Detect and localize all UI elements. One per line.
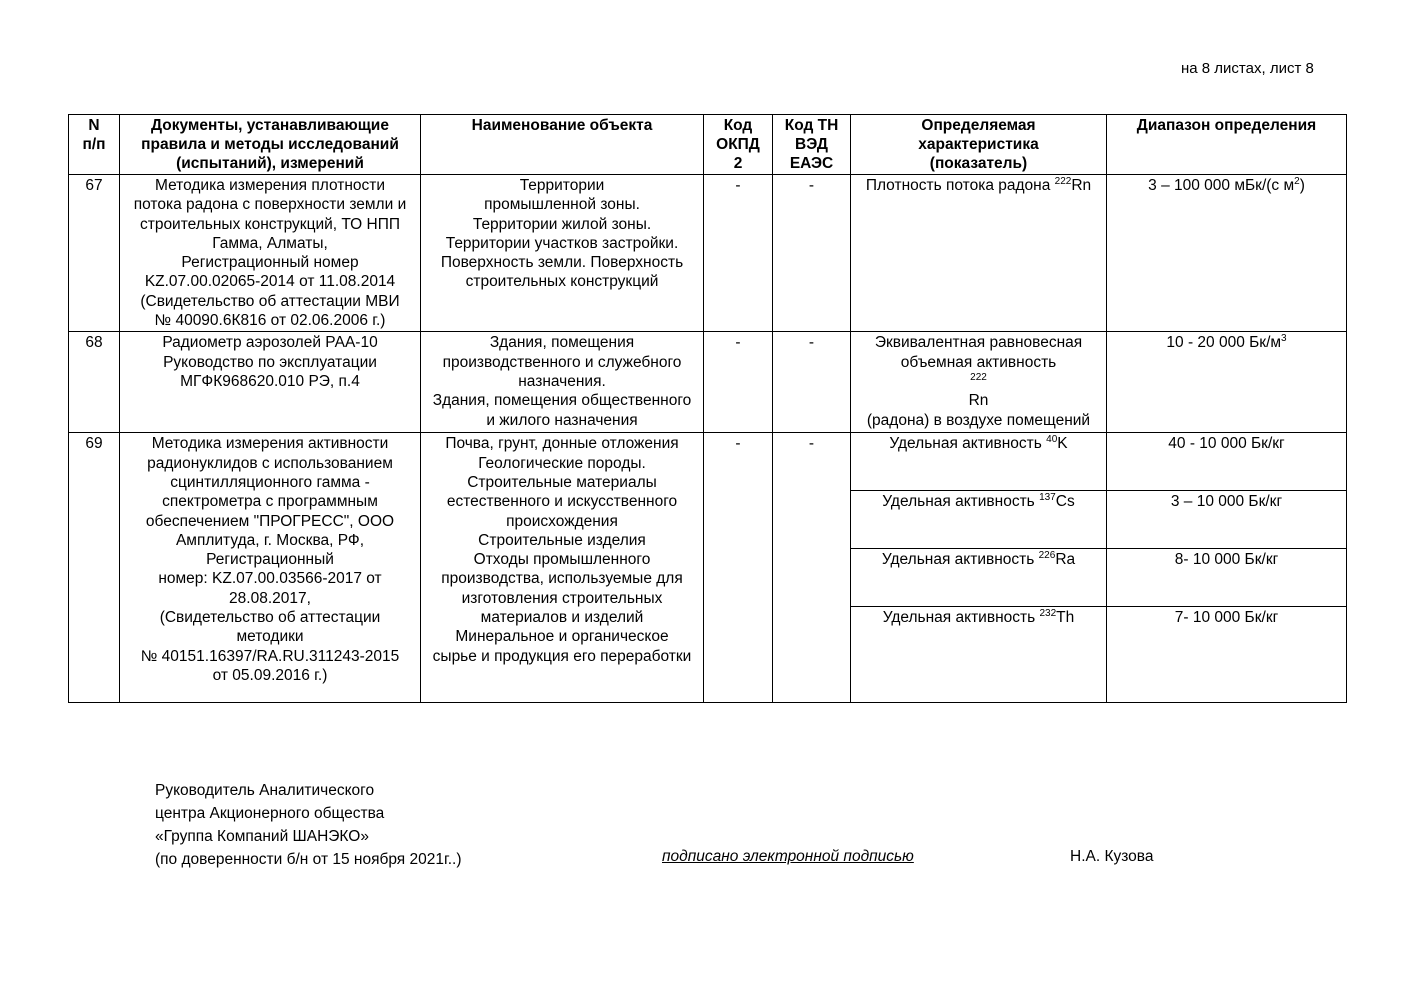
table-row xyxy=(69,332,1347,433)
row-characteristic: Эквивалентная равновесная объемная активность $^{222}$ Rn (радона) в воздухе помещений xyxy=(851,332,1107,433)
header-row xyxy=(69,115,1347,175)
row-object: Территории промышленной зоны. Территории жилой зоны. Территории участков застройки. Поверхность земли. Поверхность строительных конструкций xyxy=(421,175,704,332)
row-range: 40 - 10 000 Бк/кг xyxy=(1107,433,1347,491)
row-characteristic: Удельная активность $^{137}$Cs xyxy=(851,491,1107,549)
row-docs: Методика измерения активности радионуклидов с использованием сцинтилляционного гамма - спектрометра с программным обеспечением "ПРОГРЕСС", ООО Амплитуда, г. Москва, РФ, Регистрационный номер: KZ.07.00.03566-2017 от 28.08.2017, (Свидетельство об аттестации методики № 40151.16397/RA.RU.311243-2015 от 05.09.2016 г.) xyxy=(120,433,421,703)
row-number: 67 xyxy=(69,175,120,332)
row-range: 3 – 100 000 мБк/(с $м^2$) xyxy=(1107,175,1347,332)
row-range: 8- 10 000 Бк/кг xyxy=(1107,549,1347,607)
header-object: Наименование объекта xyxy=(421,115,704,175)
row-characteristic: Удельная активность $^{226}$Ra xyxy=(851,549,1107,607)
header-range: Диапазон определения xyxy=(1107,115,1347,175)
header-num: N п/п xyxy=(69,115,120,175)
electronic-signature-note: подписано электронной подписью xyxy=(662,848,914,865)
row-docs: Методика измерения плотности потока радона с поверхности земли и строительных конструкций, ТО НПП Гамма, Алматы, Регистрационный номер KZ.07.00.02065-2014 от 11.08.2014 (Свидетельство об аттестации МВИ № 40090.6К816 от 02.06.2006 г.) xyxy=(120,175,421,332)
header-okpd: Код ОКПД 2 xyxy=(704,115,773,175)
row-characteristic: Удельная активность $^{232}$Th xyxy=(851,607,1107,703)
row-object: Здания, помещения производственного и служебного назначения. Здания, помещения общественного и жилого назначения xyxy=(421,332,704,433)
table-row xyxy=(69,433,1347,491)
table-row xyxy=(69,175,1347,332)
row-tnved: - xyxy=(773,175,851,332)
row-range: 3 – 10 000 Бк/кг xyxy=(1107,491,1347,549)
row-range: 7- 10 000 Бк/кг xyxy=(1107,607,1347,703)
signatory-position: Руководитель Аналитического центра Акционерного общества «Группа Компаний ШАНЭКО» (по доверенности б/н от 15 ноября 2021г..) xyxy=(155,782,462,868)
signatory-name: Н.А. Кузова xyxy=(1070,848,1154,865)
row-number: 69 xyxy=(69,433,120,703)
row-okpd: - xyxy=(704,332,773,433)
row-okpd: - xyxy=(704,433,773,703)
accreditation-table xyxy=(68,114,1347,703)
header-tnved: Код ТН ВЭД ЕАЭС xyxy=(773,115,851,175)
row-okpd: - xyxy=(704,175,773,332)
row-range: 10 - 20 000 $Бк/м^3$ xyxy=(1107,332,1347,433)
row-docs: Радиометр аэрозолей РАА-10 Руководство по эксплуатации МГФК968620.010 РЭ, п.4 xyxy=(120,332,421,433)
row-tnved: - xyxy=(773,433,851,703)
sheet-info: на 8 листах, лист 8 xyxy=(1181,60,1314,77)
header-docs: Документы, устанавливающие правила и методы исследований (испытаний), измерений xyxy=(120,115,421,175)
row-characteristic: Удельная активность $^{40}$K xyxy=(851,433,1107,491)
row-tnved: - xyxy=(773,332,851,433)
row-object: Почва, грунт, донные отложения Геологические породы. Строительные материалы естественного и искусственного происхождения Строительные изделия Отходы промышленного производства, используемые для изготовления строительных материалов и изделий Минеральное и органическое сырье и продукция его переработки xyxy=(421,433,704,703)
header-characteristic: Определяемая характеристика (показатель) xyxy=(851,115,1107,175)
row-number: 68 xyxy=(69,332,120,433)
row-characteristic: Плотность потока радона $^{222}$Rn xyxy=(851,175,1107,332)
